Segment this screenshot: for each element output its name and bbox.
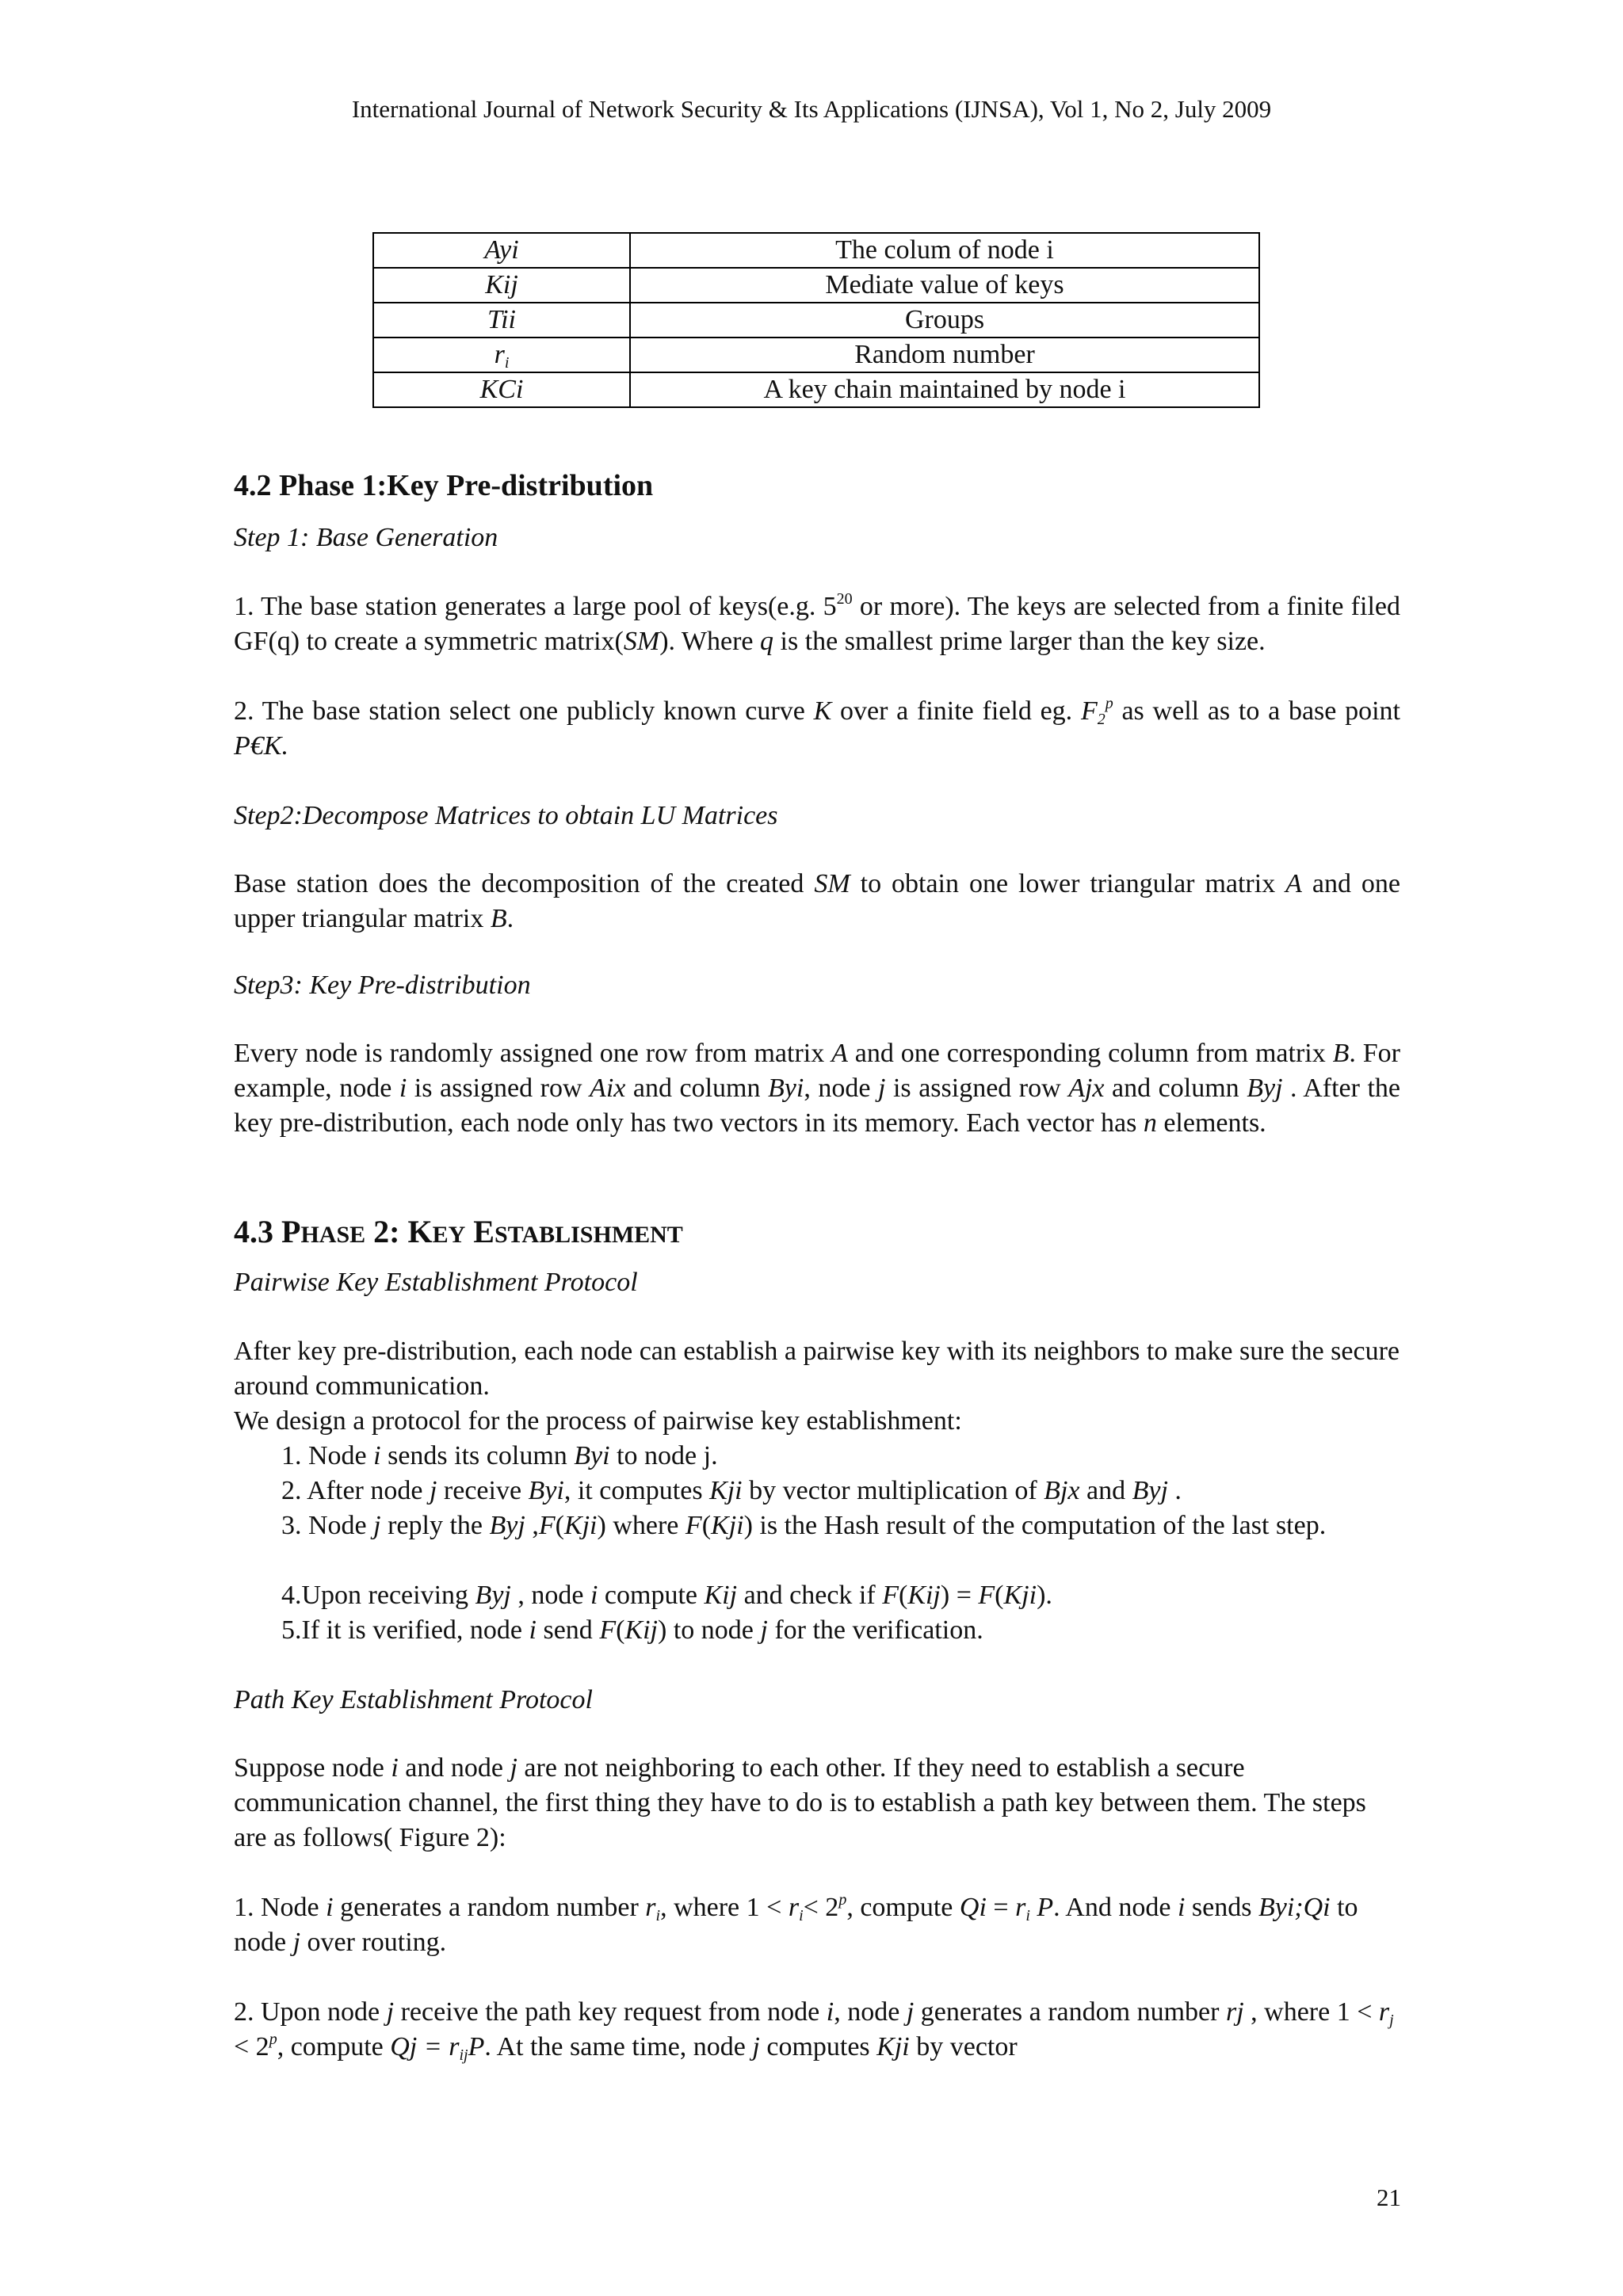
- table-cell-symbol: [373, 338, 630, 372]
- paragraph-base-generation-2: 2. The base station select one publicly known curve K over a finite field eg. $F_2^p$ as well as to a base point P€K.: [234, 695, 1401, 761]
- paragraph-pairwise-design: We design a protocol for the process of pairwise key establishment:: [234, 1406, 962, 1436]
- table-cell-symbol: KCi: [373, 372, 630, 407]
- step2-title: Step2:Decompose Matrices to obtain LU Matrices: [234, 801, 778, 830]
- protocol-step-3: 3. Node j reply the Byj ,F(Kji) where F(Kji) is the Hash result of the computation of the last step.: [281, 1511, 1327, 1540]
- symbol-subscript: i: [504, 354, 510, 372]
- step1-title: Step 1: Base Generation: [234, 523, 498, 552]
- section-heading-4-2: 4.2 Phase 1:Key Pre-distribution: [234, 469, 654, 502]
- table-cell-meaning: A key chain maintained by node i: [630, 372, 1259, 407]
- table-cell-meaning: Groups: [630, 303, 1259, 338]
- paragraph-base-generation-1: 1. The base station generates a large pool of keys(e.g. $5^{20}$ or more). The keys are selected from a finite filed GF(q) to create a symmetric matrix(SM). Where q is the smallest prime larger than the key size.: [234, 590, 1400, 656]
- protocol-step-5: 5.If it is verified, node i send F(Kij) to node j for the verification.: [281, 1615, 983, 1645]
- protocol-step-2: 2. After node j receive Byi, it computes Kji by vector multiplication of Bjx and Byj .: [281, 1476, 1182, 1505]
- table-cell-symbol: Ayi: [373, 233, 630, 268]
- page-number: 21: [1377, 2183, 1401, 2211]
- step3-title: Step3: Key Pre-distribution: [234, 971, 531, 1000]
- paragraph-path-step-1: 1. Node i generates a random number $r_i$, where $1 < r_i< 2^p$, compute $Qi = r_i$ P. And node i sends Byi;Qi to node j over routing.: [234, 1891, 1358, 1957]
- table-cell-meaning: Mediate value of keys: [630, 268, 1259, 303]
- protocol-step-4: 4.Upon receiving Byj , node i compute Kij and check if F(Kij) = F(Kji).: [281, 1581, 1052, 1610]
- paragraph-path-intro: Suppose node i and node j are not neighboring to each other. If they need to establish a secure communication channel, the first thing they have to do is to establish a path key between them. The steps are as follows( Figure 2):: [234, 1753, 1366, 1852]
- section-heading-4-3: 4.3 PHASE 2: KEY ESTABLISHMENT: [234, 1214, 683, 1249]
- table-row: [373, 233, 1259, 268]
- table-row: [373, 268, 1259, 303]
- paragraph-decompose: Base station does the decomposition of the created SM to obtain one lower triangular matrix A and one upper triangular matrix B.: [234, 869, 1400, 933]
- table-row: [373, 372, 1259, 407]
- table-row: [373, 338, 1259, 372]
- table-cell-symbol: Tii: [373, 303, 630, 338]
- running-head: International Journal of Network Security & Its Applications (IJNSA), Vol 1, No 2, July 2009: [351, 95, 1272, 123]
- paragraph-key-predistribution: Every node is randomly assigned one row from matrix A and one corresponding column from matrix B. For example, node i is assigned row Aix and column Byi, node j is assigned row Ajx and column Byj . After the key pre-distribution, each node only has two vectors in its memory. Each vector has n elements.: [234, 1039, 1401, 1138]
- notation-table: [372, 232, 1260, 408]
- paragraph-pairwise-intro: After key pre-distribution, each node can establish a pairwise key with its neighbors to make sure the secure around communication.: [234, 1337, 1400, 1401]
- table-cell-meaning: The colum of node i: [630, 233, 1259, 268]
- paragraph-path-step-2: 2. Upon node j receive the path key request from node i, node j generates a random number rj , where $1 < r_j < 2^p$, compute $Qj = r_{ij}P$. At the same time, node j computes Kji by vector: [234, 1997, 1394, 2064]
- table-cell-symbol: Kij: [373, 268, 630, 303]
- table-row: [373, 303, 1259, 338]
- protocol-step-1: 1. Node i sends its column Byi to node j.: [281, 1441, 718, 1470]
- symbol-base: r: [494, 340, 505, 369]
- table-cell-meaning: Random number: [630, 338, 1259, 372]
- pairwise-protocol-title: Pairwise Key Establishment Protocol: [234, 1268, 638, 1297]
- path-protocol-title: Path Key Establishment Protocol: [234, 1685, 593, 1714]
